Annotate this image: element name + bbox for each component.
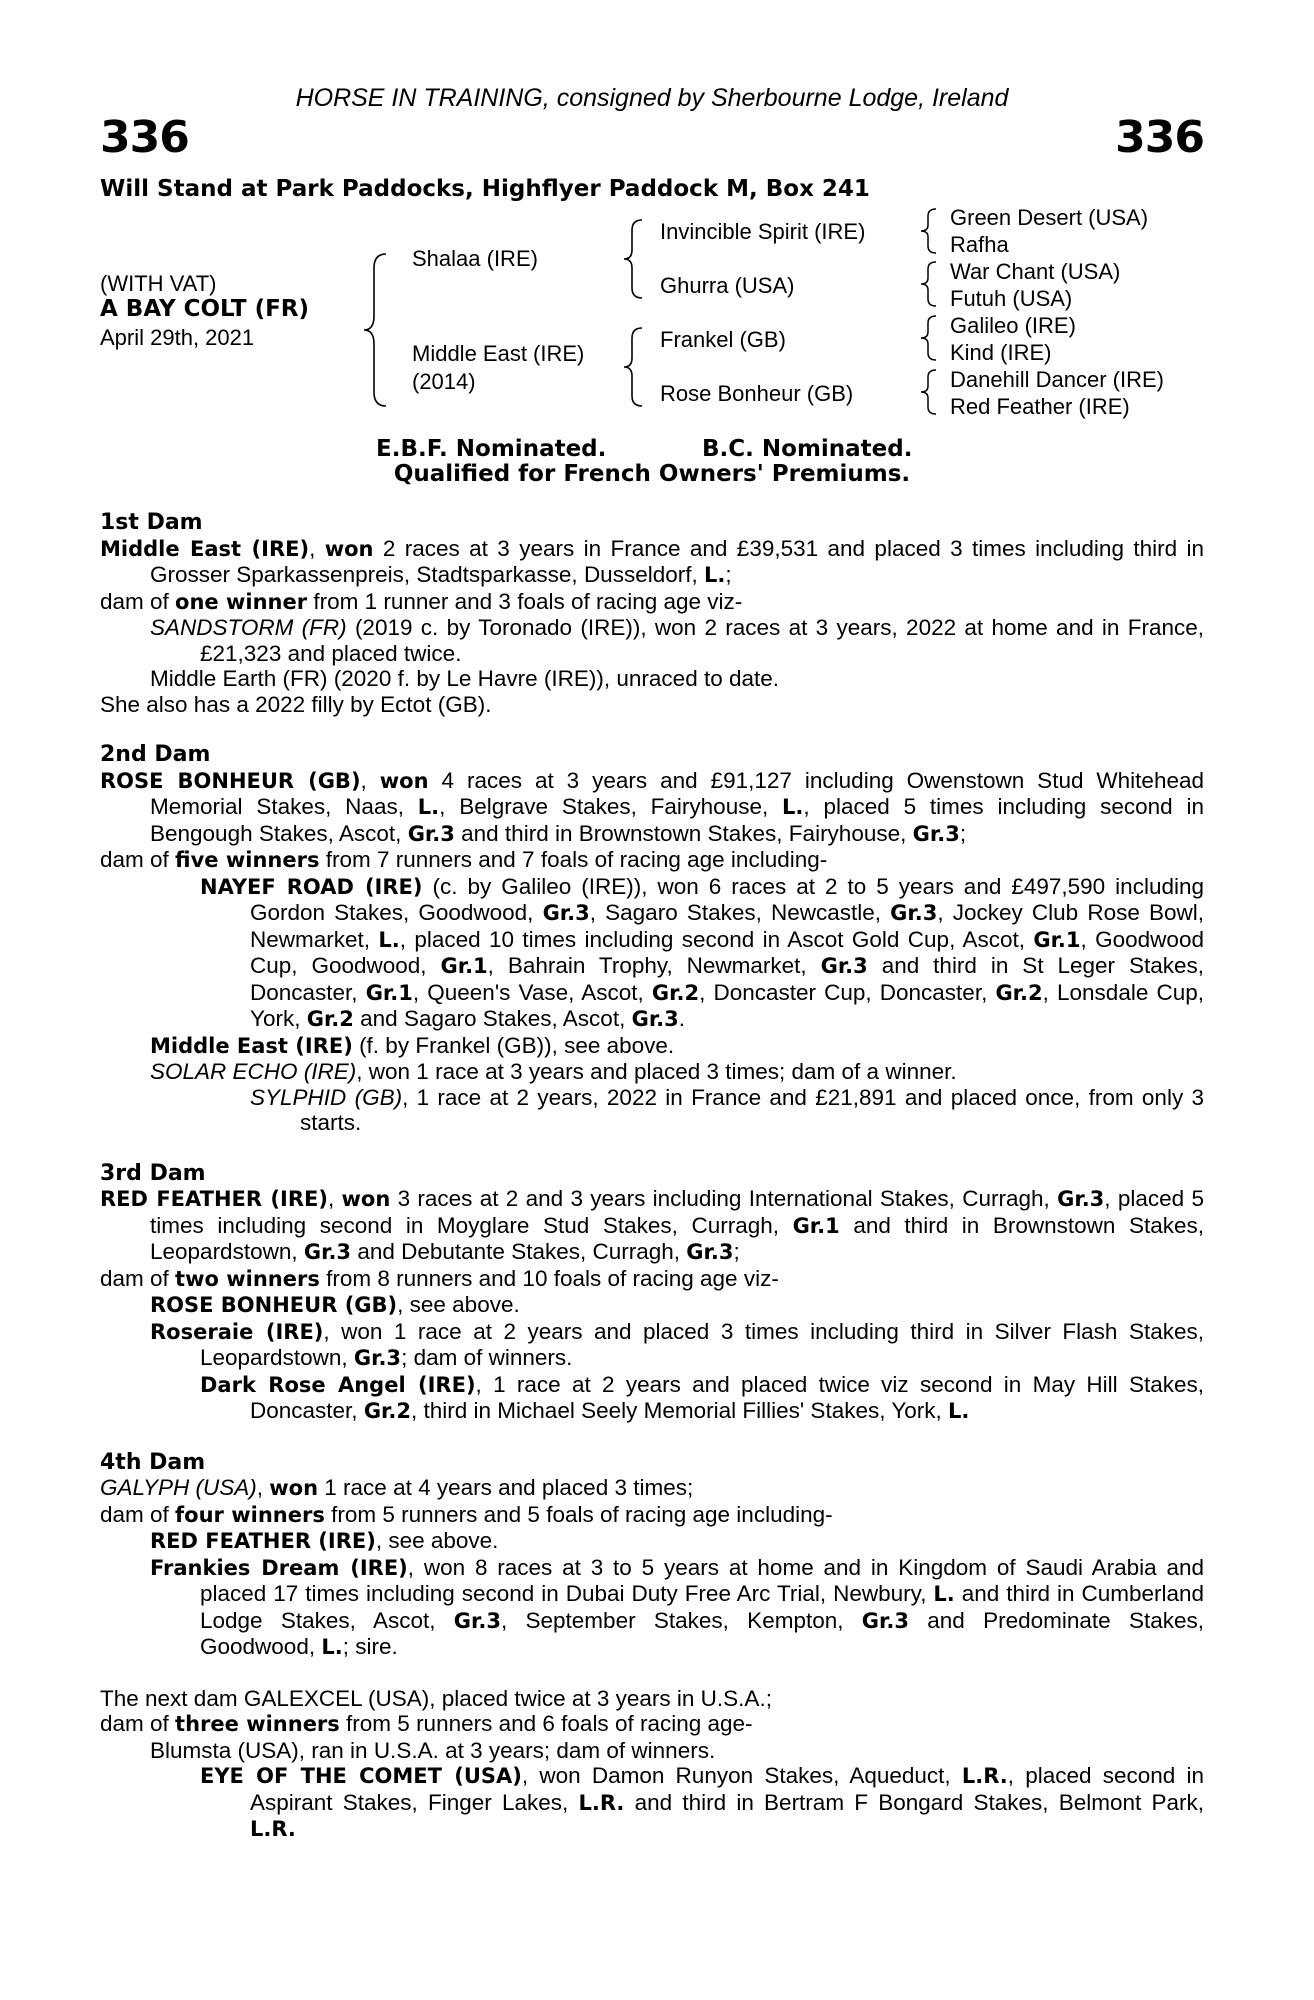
dam4-name: GALYPH (USA) (100, 1475, 257, 1500)
pedigree-brace-main (362, 250, 392, 410)
dam2-name: ROSE BONHEUR (GB) (100, 768, 361, 793)
pedigree-brace-ds (918, 313, 940, 363)
bc-nominated: B.C. Nominated. (702, 436, 913, 462)
dam1-name: Middle East (IRE) (100, 536, 310, 561)
dds: Danehill Dancer (IRE) (950, 367, 1164, 392)
ddd: Red Feather (IRE) (950, 394, 1130, 419)
dam4-record: GALYPH (USA), won 1 race at 4 years and placed 3 times; (100, 1475, 694, 1500)
section-title-3rd-dam: 3rd Dam (100, 1160, 206, 1186)
dam3-grandproduce-dark-rose-angel: Dark Rose Angel (IRE), 1 race at 2 years and placed twice viz second in May Hill Stakes, Doncaster, Gr.2, third in Michael Seely Memorial Fillies' Stakes, York, L. (200, 1371, 1204, 1423)
dsd: Kind (IRE) (950, 340, 1052, 365)
sss: Green Desert (USA) (950, 205, 1149, 230)
dam1-produce-1: SANDSTORM (FR) (2019 c. by Toronado (IRE)), won 2 races at 3 years, 2022 at home and in France, £21,323 and placed twice. (150, 615, 1204, 666)
dam4-produce-frankies-dream: Frankies Dream (IRE), won 8 races at 3 to 5 years at home and in Kingdom of Saudi Arabia and placed 17 times including second in Dubai Duty Free Arc Trial, Newbury, L. and third in Cumberland Lodge Stakes, Ascot, Gr.3, September Stakes, Kempton, Gr.3 and Predominate Stakes, Goodwood, L.; sire. (150, 1554, 1205, 1659)
dam3-name: RED FEATHER (IRE) (100, 1187, 328, 1211)
dam1-record: Middle East (IRE), won 2 races at 3 years in France and £39,531 and placed 3 times including third in Grosser Sparkassenpreis, Stadtsparkasse, Dusseldorf, L.; (100, 535, 1204, 587)
foaling-date: April 29th, 2021 (100, 325, 255, 350)
ssd: Rafha (950, 232, 1009, 257)
next-dam-produce-summary: dam of three winners from 5 runners and 6 foals of racing age- (100, 1711, 753, 1736)
dam1-produce-2: Middle Earth (FR) (2020 f. by Le Havre (IRE)), unraced to date. (150, 666, 780, 691)
next-dam-record: The next dam GALEXCEL (USA), placed twice at 3 years in U.S.A.; (100, 1685, 772, 1711)
dam3-produce-summary: dam of two winners from 8 runners and 10 foals of racing age viz- (100, 1265, 779, 1291)
dam-name: Middle East (IRE) (412, 341, 585, 366)
section-title-1st-dam: 1st Dam (100, 510, 203, 535)
lot-number-right: 336 (1115, 112, 1204, 163)
dss: Galileo (IRE) (950, 313, 1076, 338)
sdd: Futuh (USA) (950, 286, 1073, 311)
dam2-record: ROSE BONHEUR (GB), won 4 races at 3 years and £91,127 including Owenstown Stud Whitehead Memorial Stakes, Naas, L., Belgrave Stakes, Fairyhouse, L., placed 5 times including second in Bengough Stakes, Ascot, Gr.3 and third in Brownstown Stakes, Fairyhouse, Gr.3; (100, 767, 1204, 846)
dam2-produce-middle-east: Middle East (IRE) (f. by Frankel (GB)), see above. (150, 1032, 675, 1058)
pedigree-brace-ss (918, 206, 940, 256)
stand-location: Will Stand at Park Paddocks, Highflyer Paddock M, Box 241 (100, 176, 870, 202)
dam3-record: RED FEATHER (IRE), won 3 races at 2 and 3 years including International Stakes, Curragh, Gr.3, placed 5 times including second in Moyglare Stud Stakes, Curragh, Gr.1 and third in Brownstown Stakes, Leopardstown, Gr.3 and Debutante Stakes, Curragh, Gr.3; (100, 1186, 1205, 1264)
french-premiums: Qualified for French Owners' Premiums. (393, 461, 911, 487)
dam4-produce-summary: dam of four winners from 5 runners and 5 foals of racing age including- (100, 1501, 833, 1527)
pedigree-brace-dam (622, 324, 646, 410)
catalogue-text (100, 510, 1204, 1843)
lot-number-left: 336 (100, 112, 189, 163)
sds: War Chant (USA) (950, 259, 1121, 284)
sire-name: Shalaa (IRE) (412, 246, 538, 271)
next-dam-grandproduce-eye-of-the-comet: EYE OF THE COMET (USA), won Damon Runyon Stakes, Aqueduct, L.R., placed second in Aspirant Stakes, Finger Lakes, L.R. and third in Bertram F Bongard Stakes, Belmont Park, L.R. (200, 1763, 1205, 1841)
dam2-grandproduce-sylphid: SYLPHID (GB), 1 race at 2 years, 2022 in France and £21,891 and placed once, from only 3 starts. (250, 1084, 1204, 1135)
dam1-also: She also has a 2022 filly by Ectot (GB). (100, 691, 492, 717)
dam2-produce-summary: dam of five winners from 7 runners and 7 foals of racing age including- (100, 847, 828, 872)
dam2-produce-nayef-road: NAYEF ROAD (IRE) (c. by Galileo (IRE)), won 6 races at 2 to 5 years and £497,590 including Gordon Stakes, Goodwood, Gr.3, Sagaro Stakes, Newcastle, Gr.3, Jockey Club Rose Bowl, Newmarket, L., placed 10 times including second in Ascot Gold Cup, Ascot, Gr.1, Goodwood Cup, Goodwood, Gr.1, Bahrain Trophy, Newmarket, Gr.3 and third in St Leger Stakes, Doncaster, Gr.1, Queen's Vase, Ascot, Gr.2, Doncaster Cup, Doncaster, Gr.2, Lonsdale Cup, York, Gr.2 and Sagaro Stakes, Ascot, Gr.3. (200, 873, 1204, 1031)
dam3-produce-roseraie: Roseraie (IRE), won 1 race at 2 years and placed 3 times including third in Silver Flash Stakes, Leopardstown, Gr.3; dam of winners. (150, 1318, 1204, 1370)
catalogue-page (100, 0, 1204, 2000)
next-dam-produce-blumsta: Blumsta (USA), ran in U.S.A. at 3 years; dam of winners. (150, 1737, 716, 1763)
pedigree-brace-dd (918, 367, 940, 417)
consignor-heading: HORSE IN TRAINING, consigned by Sherbourne Lodge, Ireland (295, 84, 1009, 112)
dam3-produce-rose-bonheur: ROSE BONHEUR (GB), see above. (150, 1292, 520, 1317)
sire-sire: Invincible Spirit (IRE) (660, 219, 866, 244)
vat-note: (WITH VAT) (100, 271, 217, 296)
section-title-4th-dam: 4th Dam (100, 1449, 206, 1475)
sire-dam: Ghurra (USA) (660, 273, 795, 298)
pedigree-brace-sire (622, 216, 646, 302)
pedigree-brace-sd (918, 259, 940, 309)
dam-year: (2014) (412, 369, 476, 394)
ebf-nominated: E.B.F. Nominated. (376, 436, 607, 462)
dam-sire: Frankel (GB) (660, 327, 786, 352)
horse-name: A BAY COLT (FR) (100, 296, 310, 322)
dam2-produce-solar-echo: SOLAR ECHO (IRE), won 1 race at 3 years and placed 3 times; dam of a winner. (150, 1059, 957, 1084)
dam1-produce-summary: dam of one winner from 1 runner and 3 foals of racing age viz- (100, 588, 743, 614)
section-title-2nd-dam: 2nd Dam (100, 742, 211, 767)
dam4-produce-red-feather: RED FEATHER (IRE), see above. (150, 1528, 499, 1553)
dam-dam: Rose Bonheur (GB) (660, 381, 854, 406)
